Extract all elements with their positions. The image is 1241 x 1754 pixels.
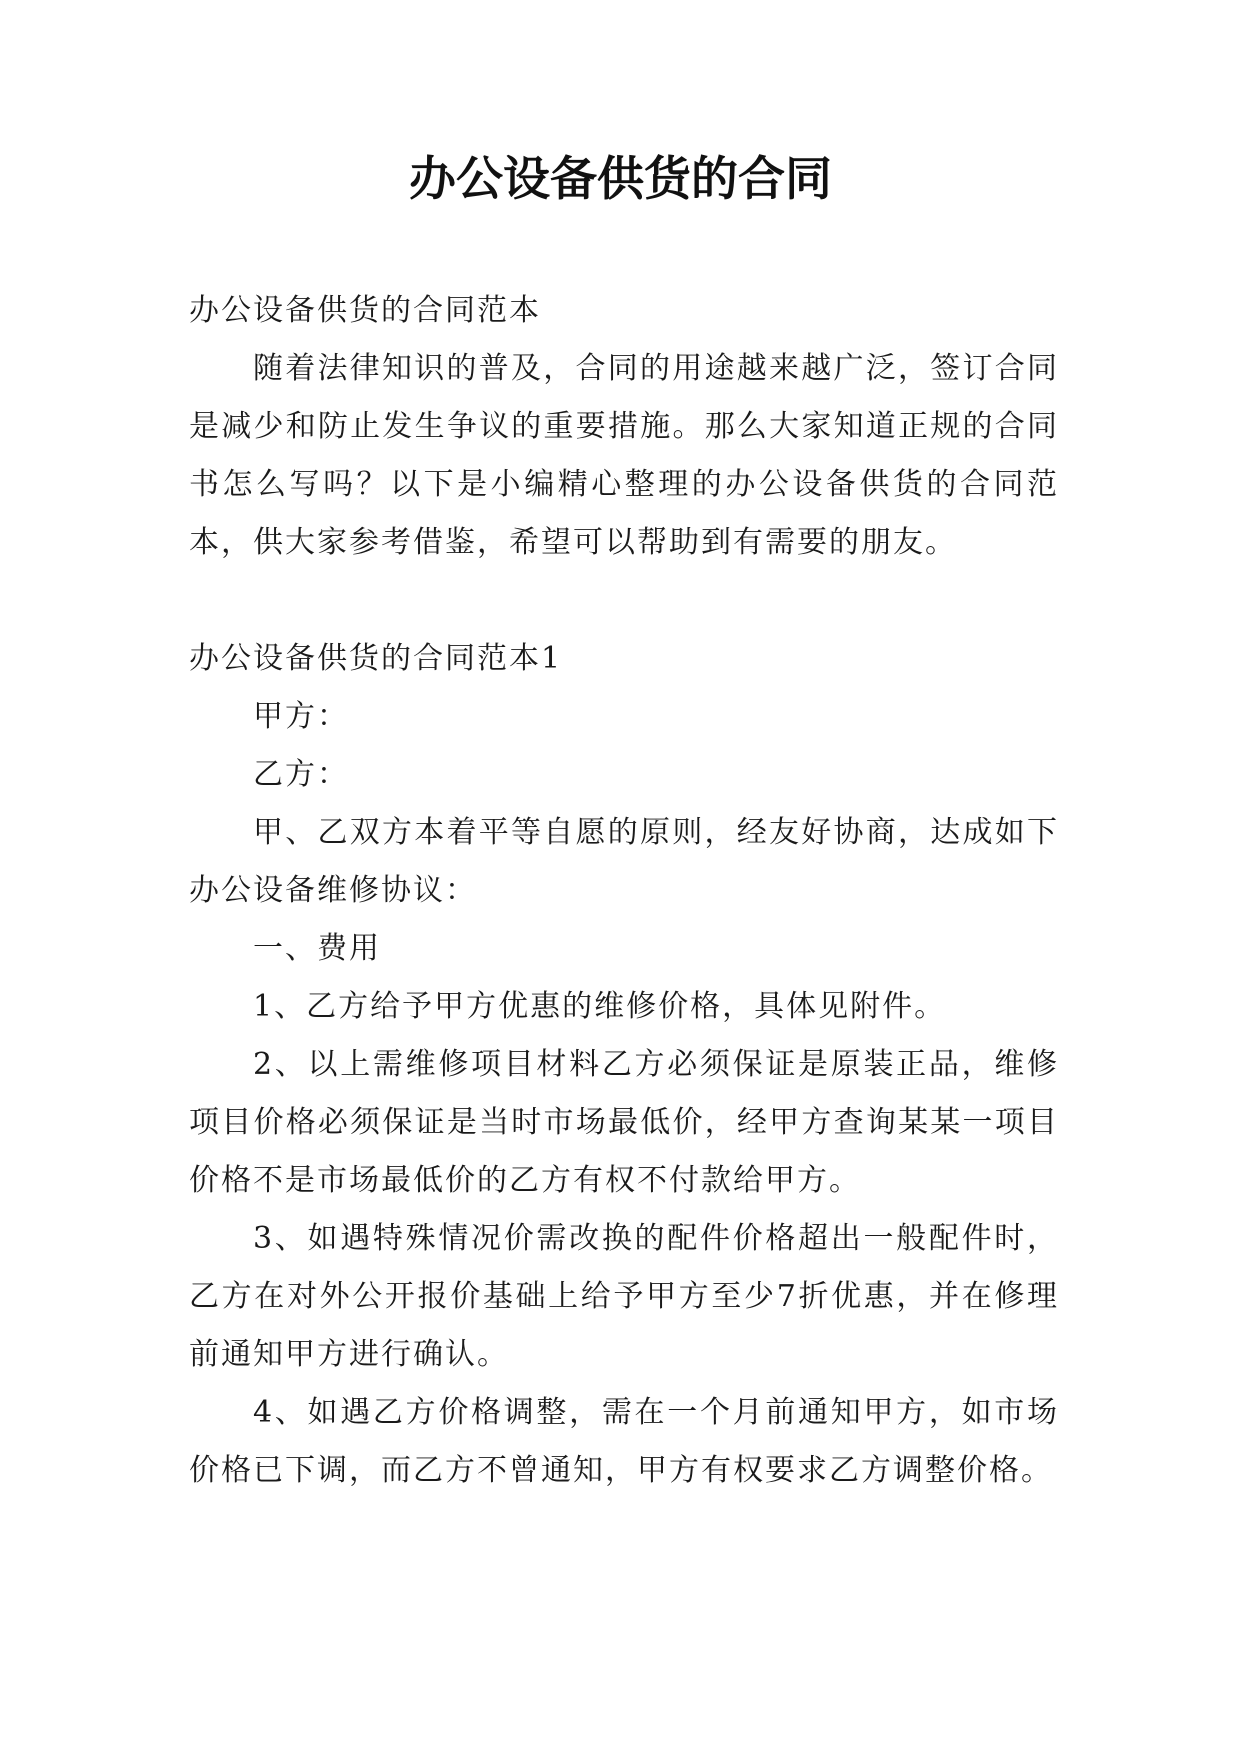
- clause-item-3: 3、如遇特殊情况价需改换的配件价格超出一般配件时，乙方在对外公开报价基础上给予甲方至少7折优惠，并在修理前通知甲方进行确认。: [189, 1221, 1059, 1372]
- intro-paragraph: 随着法律知识的普及，合同的用途越来越广泛，签订合同是减少和防止发生争议的重要措施。那么大家知道正规的合同书怎么写吗？以下是小编精心整理的办公设备供货的合同范本，供大家参考借鉴，希望可以帮助到有需要的朋友。: [189, 351, 1059, 560]
- clause-item-4: 4、如遇乙方价格调整，需在一个月前通知甲方，如市场价格已下调，而乙方不曾通知，甲方有权要求乙方调整价格。: [189, 1395, 1059, 1488]
- agreement-paragraph: 甲、乙双方本着平等自愿的原则，经友好协商，达成如下办公设备维修协议：: [189, 815, 1059, 908]
- clause-item-2: 2、以上需维修项目材料乙方必须保证是原装正品，维修项目价格必须保证是当时市场最低价，经甲方查询某某一项目价格不是市场最低价的乙方有权不付款给甲方。: [189, 1047, 1059, 1198]
- party-a-label: 甲方：: [253, 699, 349, 734]
- party-b-label: 乙方：: [253, 757, 349, 792]
- document-title: 办公设备供货的合同: [409, 152, 832, 207]
- clause-heading: 一、费用: [253, 931, 381, 966]
- subtitle: 办公设备供货的合同范本: [189, 293, 541, 328]
- section-spacer: [189, 572, 1059, 630]
- section-heading: 办公设备供货的合同范本1: [189, 641, 563, 676]
- clause-item-1: 1、乙方给予甲方优惠的维修价格，具体见附件。: [253, 989, 947, 1024]
- document-body: [189, 282, 1059, 1500]
